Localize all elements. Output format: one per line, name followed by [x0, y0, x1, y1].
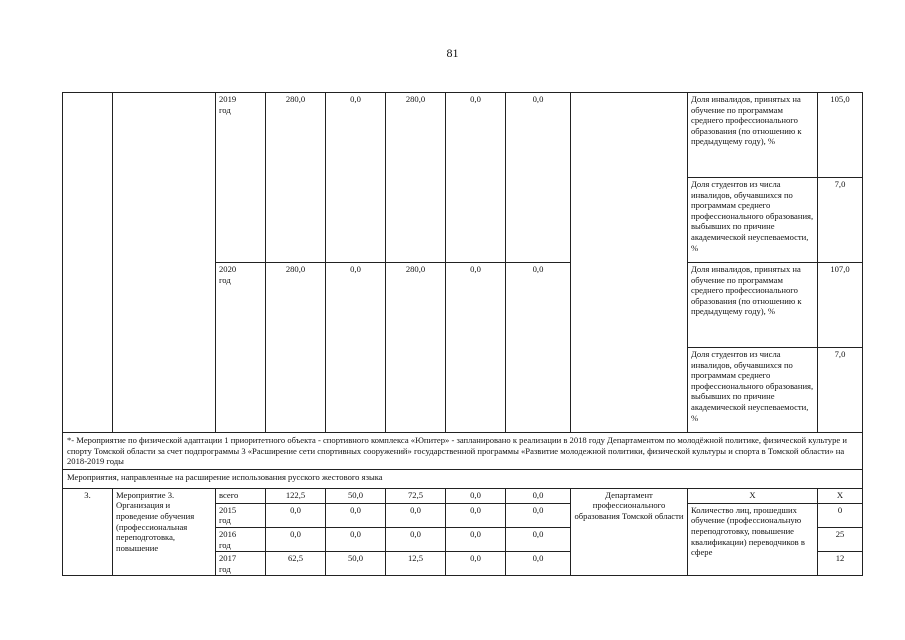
indicator-value: 25 — [818, 527, 863, 551]
total-cell: 0,0 — [266, 527, 326, 551]
indicator-value: 105,0 — [818, 93, 863, 178]
regional-cell: 280,0 — [386, 263, 446, 433]
section-row — [63, 469, 863, 488]
table-row — [63, 93, 863, 178]
footnote: *- Мероприятие по физической адаптации 1 приоритетного объекта - спортивного комплекса «Юпитер» - запланировано к реализации в 2018 году Департаментом по молодёжной политике, физической культуре и спорту Томской области за счет подпрограммы 3 «Расширение сети спортивных сооружений» государственной программы «Развитие молодежной политики, физической культуры и спорта в Томской области» на 2018-2019 годы — [63, 433, 863, 470]
federal-cell: 0,0 — [326, 93, 386, 263]
measure-number: 3. — [63, 488, 113, 576]
section-title: Мероприятия, направленные на расширение использования русского жестового языка — [63, 469, 863, 488]
total-cell: 280,0 — [266, 93, 326, 263]
program-table — [62, 92, 863, 576]
federal-cell: 0,0 — [326, 503, 386, 527]
regional-cell: 12,5 — [386, 552, 446, 576]
local-cell: 0,0 — [446, 503, 506, 527]
total-cell: 62,5 — [266, 552, 326, 576]
federal-cell: 50,0 — [326, 552, 386, 576]
measure-name: Мероприятие 3. Организация и проведение обучения (профессиональная переподготовка, повышение — [113, 488, 216, 576]
local-cell: 0,0 — [446, 552, 506, 576]
federal-cell: 0,0 — [326, 263, 386, 433]
other-cell: 0,0 — [506, 527, 571, 551]
year-cell: 2016 год — [216, 527, 266, 551]
other-cell: 0,0 — [506, 552, 571, 576]
year-cell: всего — [216, 488, 266, 503]
other-cell: 0,0 — [506, 488, 571, 503]
footnote-row — [63, 433, 863, 470]
indicator-text: Количество лиц, прошедших обучение (профессиональную переподготовку, повышение квалификации) переводчиков в сфере — [688, 503, 818, 576]
indicator-value: 12 — [818, 552, 863, 576]
indicator-header: X — [688, 488, 818, 503]
total-cell: 122,5 — [266, 488, 326, 503]
federal-cell: 0,0 — [326, 527, 386, 551]
local-cell: 0,0 — [446, 93, 506, 263]
year-cell: 2019 год — [216, 93, 266, 263]
page-number: 81 — [446, 46, 459, 60]
measure-name-cell — [113, 93, 216, 433]
indicator-text: Доля студентов из числа инвалидов, обучавшихся по программам среднего профессионального образования, выбывших по причине академической неуспеваемости, % — [688, 178, 818, 263]
regional-cell: 280,0 — [386, 93, 446, 263]
indicator-text: Доля студентов из числа инвалидов, обучавшихся по программам среднего профессионального образования, выбывших по причине академической неуспеваемости, % — [688, 348, 818, 433]
federal-cell: 50,0 — [326, 488, 386, 503]
local-cell: 0,0 — [446, 527, 506, 551]
other-cell: 0,0 — [506, 263, 571, 433]
year-cell: 2017 год — [216, 552, 266, 576]
regional-cell: 0,0 — [386, 527, 446, 551]
year-cell: 2015 год — [216, 503, 266, 527]
indicator-header-value: X — [818, 488, 863, 503]
indicator-value: 0 — [818, 503, 863, 527]
executor-cell — [571, 93, 688, 433]
local-cell: 0,0 — [446, 488, 506, 503]
measure-number-cell — [63, 93, 113, 433]
indicator-value: 7,0 — [818, 178, 863, 263]
indicator-text: Доля инвалидов, принятых на обучение по программам среднего профессионального образования (по отношению к предыдущему году), % — [688, 263, 818, 348]
regional-cell: 0,0 — [386, 503, 446, 527]
table-row — [63, 488, 863, 503]
total-cell: 0,0 — [266, 503, 326, 527]
year-cell: 2020 год — [216, 263, 266, 433]
indicator-value: 107,0 — [818, 263, 863, 348]
other-cell: 0,0 — [506, 503, 571, 527]
other-cell: 0,0 — [506, 93, 571, 263]
executor: Департамент профессионального образования Томской области — [571, 488, 688, 576]
indicator-value: 7,0 — [818, 348, 863, 433]
total-cell: 280,0 — [266, 263, 326, 433]
indicator-text: Доля инвалидов, принятых на обучение по программам среднего профессионального образования (по отношению к предыдущему году), % — [688, 93, 818, 178]
local-cell: 0,0 — [446, 263, 506, 433]
regional-cell: 72,5 — [386, 488, 446, 503]
